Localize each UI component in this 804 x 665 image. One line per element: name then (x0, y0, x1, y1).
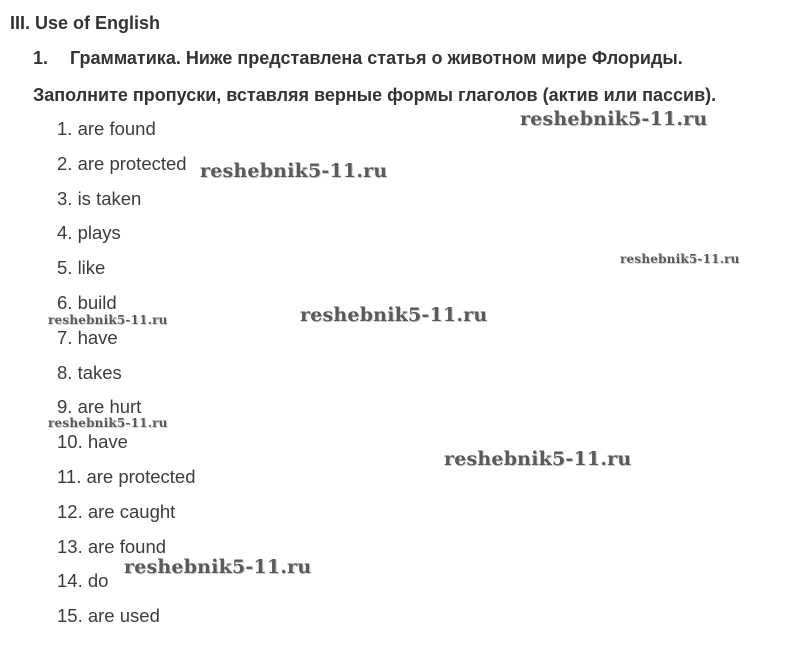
task-instruction-line2: Заполните пропуски, вставляя верные формы глаголов (актив или пассив). (33, 85, 717, 105)
answer-item-6: 6. build (57, 291, 117, 313)
watermark: reshebnik5-11.ru (124, 556, 312, 578)
task-instruction-line1 (33, 48, 683, 69)
answer-item-3: 3. is taken (57, 187, 142, 209)
answer-item-13: 13. are found (57, 535, 167, 557)
watermark: reshebnik5-11.ru (620, 252, 740, 266)
answer-item-15: 15. are used (57, 605, 160, 627)
answer-item-9: 9. are hurt (57, 396, 142, 418)
answer-item-10: 10. have (57, 431, 128, 453)
watermark: reshebnik5-11.ru (300, 304, 488, 326)
answer-item-8: 8. takes (57, 361, 122, 383)
answer-item-7: 7. have (57, 326, 118, 348)
task-text-line1: Грамматика. Ниже представлена статья о животном мире Флориды. (70, 48, 683, 68)
watermark: reshebnik5-11.ru (444, 448, 632, 470)
watermark: reshebnik5-11.ru (520, 108, 708, 130)
answer-item-5: 5. like (57, 257, 106, 279)
task-number: 1. (33, 48, 49, 68)
answer-item-14: 14. do (57, 570, 109, 592)
answer-item-4: 4. plays (57, 222, 121, 244)
answer-item-1: 1. are found (57, 118, 156, 139)
section-title: III. Use of English (10, 13, 161, 33)
answer-item-11: 11. are protected (57, 465, 196, 487)
answer-item-2: 2. are protected (57, 152, 187, 174)
watermark: reshebnik5-11.ru (48, 313, 168, 327)
watermark: reshebnik5-11.ru (48, 416, 168, 430)
answer-item-12: 12. are caught (57, 500, 176, 522)
watermark: reshebnik5-11.ru (200, 160, 388, 182)
